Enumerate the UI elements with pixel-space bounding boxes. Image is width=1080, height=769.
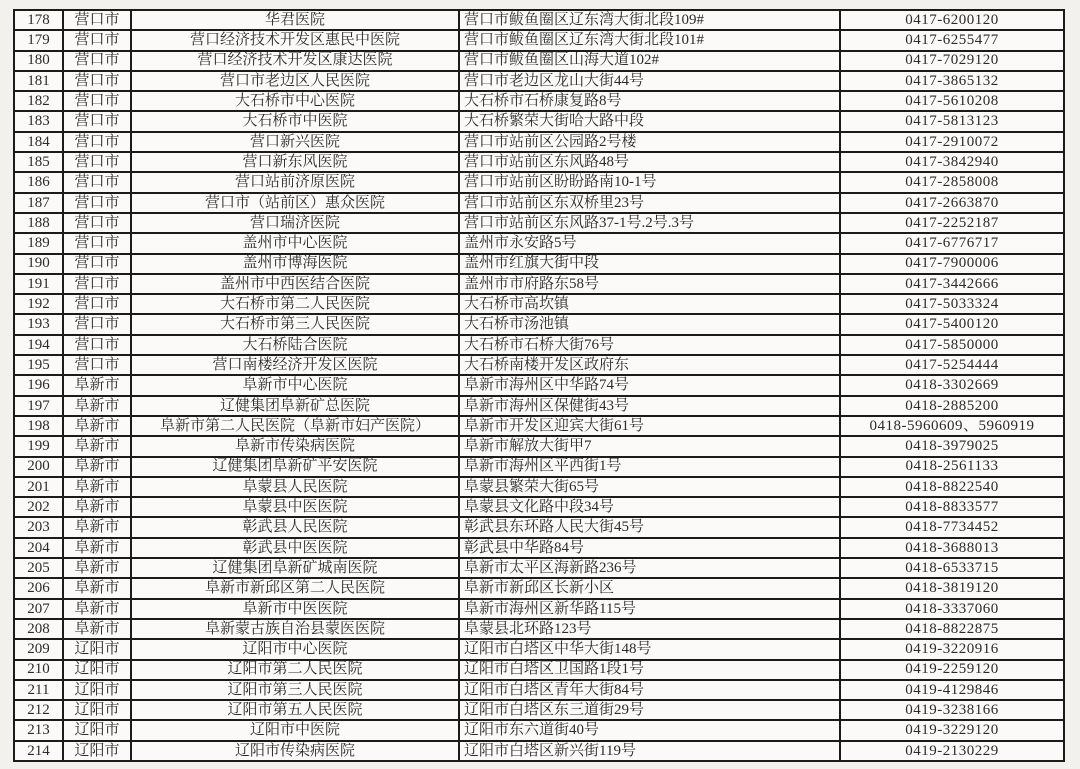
address-cell: 阜新市解放大街甲7 bbox=[459, 436, 840, 456]
hospital-name-cell: 阜蒙县人民医院 bbox=[131, 477, 459, 497]
phone-cell: 0417-5850000 bbox=[840, 335, 1064, 355]
hospital-name-cell: 盖州市中西医结合医院 bbox=[131, 274, 459, 294]
hospital-name-cell: 阜新市中医医院 bbox=[131, 599, 459, 619]
table-row bbox=[14, 477, 1064, 497]
table-row bbox=[14, 660, 1064, 680]
hospital-name-cell: 辽阳市中医院 bbox=[131, 720, 459, 740]
row-number-cell: 189 bbox=[14, 233, 63, 253]
hospital-name-cell: 阜新市传染病医院 bbox=[131, 436, 459, 456]
hospital-name-cell: 营口经济技术开发区惠民中医院 bbox=[131, 30, 459, 50]
phone-cell: 0418-2561133 bbox=[840, 457, 1064, 477]
table-row bbox=[14, 132, 1064, 152]
hospital-name-cell: 大石桥市第三人民医院 bbox=[131, 314, 459, 334]
address-cell: 辽阳市白塔区东三道街29号 bbox=[459, 700, 840, 720]
address-cell: 彰武县东环路人民大街45号 bbox=[459, 517, 840, 537]
row-number-cell: 210 bbox=[14, 660, 63, 680]
row-number-cell: 194 bbox=[14, 335, 63, 355]
address-cell: 营口市站前区盼盼路南10-1号 bbox=[459, 172, 840, 192]
phone-cell: 0417-3865132 bbox=[840, 71, 1064, 91]
address-cell: 阜新市海州区新华路115号 bbox=[459, 599, 840, 619]
row-number-cell: 193 bbox=[14, 314, 63, 334]
table-row bbox=[14, 30, 1064, 50]
table-row bbox=[14, 680, 1064, 700]
row-number-cell: 180 bbox=[14, 51, 63, 71]
table-row bbox=[14, 294, 1064, 314]
row-number-cell: 204 bbox=[14, 538, 63, 558]
table-row bbox=[14, 91, 1064, 111]
table-row bbox=[14, 396, 1064, 416]
address-cell: 阜新市太平区海新路236号 bbox=[459, 558, 840, 578]
address-cell: 营口市站前区东风路48号 bbox=[459, 152, 840, 172]
address-cell: 盖州市市府路东58号 bbox=[459, 274, 840, 294]
city-cell: 阜新市 bbox=[63, 558, 131, 578]
city-cell: 营口市 bbox=[63, 10, 131, 30]
row-number-cell: 213 bbox=[14, 720, 63, 740]
address-cell: 营口市鲅鱼圈区辽东湾大街北段109# bbox=[459, 10, 840, 30]
row-number-cell: 184 bbox=[14, 132, 63, 152]
address-cell: 辽阳市东六道街40号 bbox=[459, 720, 840, 740]
hospital-name-cell: 大石桥市中医院 bbox=[131, 111, 459, 131]
table-row bbox=[14, 71, 1064, 91]
phone-cell: 0417-3842940 bbox=[840, 152, 1064, 172]
hospital-name-cell: 营口经济技术开发区康达医院 bbox=[131, 51, 459, 71]
phone-cell: 0419-3238166 bbox=[840, 700, 1064, 720]
row-number-cell: 183 bbox=[14, 111, 63, 131]
table-row bbox=[14, 111, 1064, 131]
table-row bbox=[14, 497, 1064, 517]
table-row bbox=[14, 10, 1064, 30]
table-row bbox=[14, 517, 1064, 537]
city-cell: 阜新市 bbox=[63, 396, 131, 416]
city-cell: 营口市 bbox=[63, 71, 131, 91]
city-cell: 阜新市 bbox=[63, 619, 131, 639]
table-row bbox=[14, 700, 1064, 720]
table-row bbox=[14, 193, 1064, 213]
table-row bbox=[14, 355, 1064, 375]
city-cell: 营口市 bbox=[63, 294, 131, 314]
row-number-cell: 187 bbox=[14, 193, 63, 213]
address-cell: 辽阳市白塔区青年大街84号 bbox=[459, 680, 840, 700]
hospital-name-cell: 阜新市中心医院 bbox=[131, 375, 459, 395]
row-number-cell: 208 bbox=[14, 619, 63, 639]
row-number-cell: 202 bbox=[14, 497, 63, 517]
phone-cell: 0418-2885200 bbox=[840, 396, 1064, 416]
hospital-name-cell: 华君医院 bbox=[131, 10, 459, 30]
city-cell: 营口市 bbox=[63, 132, 131, 152]
city-cell: 营口市 bbox=[63, 51, 131, 71]
hospital-name-cell: 大石桥陆合医院 bbox=[131, 335, 459, 355]
address-cell: 大石桥市高坎镇 bbox=[459, 294, 840, 314]
phone-cell: 0418-3337060 bbox=[840, 599, 1064, 619]
table-row bbox=[14, 741, 1064, 761]
row-number-cell: 178 bbox=[14, 10, 63, 30]
city-cell: 营口市 bbox=[63, 30, 131, 50]
city-cell: 阜新市 bbox=[63, 457, 131, 477]
row-number-cell: 181 bbox=[14, 71, 63, 91]
city-cell: 营口市 bbox=[63, 193, 131, 213]
row-number-cell: 197 bbox=[14, 396, 63, 416]
row-number-cell: 211 bbox=[14, 680, 63, 700]
row-number-cell: 198 bbox=[14, 416, 63, 436]
row-number-cell: 200 bbox=[14, 457, 63, 477]
row-number-cell: 203 bbox=[14, 517, 63, 537]
row-number-cell: 212 bbox=[14, 700, 63, 720]
address-cell: 阜新市开发区迎宾大街61号 bbox=[459, 416, 840, 436]
hospital-name-cell: 辽阳市第二人民医院 bbox=[131, 660, 459, 680]
phone-cell: 0417-3442666 bbox=[840, 274, 1064, 294]
address-cell: 阜蒙县繁荣大街65号 bbox=[459, 477, 840, 497]
city-cell: 营口市 bbox=[63, 213, 131, 233]
table-row bbox=[14, 436, 1064, 456]
city-cell: 阜新市 bbox=[63, 416, 131, 436]
row-number-cell: 188 bbox=[14, 213, 63, 233]
phone-cell: 0419-2130229 bbox=[840, 741, 1064, 761]
phone-cell: 0418-3979025 bbox=[840, 436, 1064, 456]
address-cell: 阜蒙县文化路中段34号 bbox=[459, 497, 840, 517]
phone-cell: 0419-4129846 bbox=[840, 680, 1064, 700]
hospital-name-cell: 营口站前济原医院 bbox=[131, 172, 459, 192]
address-cell: 盖州市永安路5号 bbox=[459, 233, 840, 253]
phone-cell: 0419-3229120 bbox=[840, 720, 1064, 740]
city-cell: 阜新市 bbox=[63, 375, 131, 395]
row-number-cell: 185 bbox=[14, 152, 63, 172]
address-cell: 大石桥繁荣大街哈大路中段 bbox=[459, 111, 840, 131]
hospital-name-cell: 辽健集团阜新矿总医院 bbox=[131, 396, 459, 416]
row-number-cell: 182 bbox=[14, 91, 63, 111]
row-number-cell: 190 bbox=[14, 254, 63, 274]
row-number-cell: 191 bbox=[14, 274, 63, 294]
hospital-directory-table bbox=[13, 9, 1065, 762]
address-cell: 盖州市红旗大街中段 bbox=[459, 254, 840, 274]
city-cell: 辽阳市 bbox=[63, 720, 131, 740]
row-number-cell: 205 bbox=[14, 558, 63, 578]
address-cell: 阜新市海州区平西街1号 bbox=[459, 457, 840, 477]
address-cell: 阜蒙县北环路123号 bbox=[459, 619, 840, 639]
address-cell: 营口市站前区公园路2号楼 bbox=[459, 132, 840, 152]
city-cell: 营口市 bbox=[63, 355, 131, 375]
table-row bbox=[14, 639, 1064, 659]
hospital-name-cell: 阜新蒙古族自治县蒙医医院 bbox=[131, 619, 459, 639]
table-row bbox=[14, 558, 1064, 578]
address-cell: 营口市站前区东双桥里23号 bbox=[459, 193, 840, 213]
hospital-name-cell: 盖州市博海医院 bbox=[131, 254, 459, 274]
city-cell: 营口市 bbox=[63, 274, 131, 294]
table-row bbox=[14, 720, 1064, 740]
hospital-name-cell: 阜蒙县中医医院 bbox=[131, 497, 459, 517]
address-cell: 大石桥市石桥康复路8号 bbox=[459, 91, 840, 111]
phone-cell: 0418-8822540 bbox=[840, 477, 1064, 497]
city-cell: 营口市 bbox=[63, 314, 131, 334]
phone-cell: 0418-3819120 bbox=[840, 578, 1064, 598]
table-row bbox=[14, 416, 1064, 436]
table-row bbox=[14, 619, 1064, 639]
table-row bbox=[14, 578, 1064, 598]
phone-cell: 0417-6200120 bbox=[840, 10, 1064, 30]
city-cell: 营口市 bbox=[63, 254, 131, 274]
row-number-cell: 209 bbox=[14, 639, 63, 659]
address-cell: 营口市鲅鱼圈区辽东湾大街北段101# bbox=[459, 30, 840, 50]
row-number-cell: 201 bbox=[14, 477, 63, 497]
phone-cell: 0418-6533715 bbox=[840, 558, 1064, 578]
hospital-name-cell: 营口新东风医院 bbox=[131, 152, 459, 172]
hospital-name-cell: 阜新市新邱区第二人民医院 bbox=[131, 578, 459, 598]
hospital-name-cell: 阜新市第二人民医院（阜新市妇产医院） bbox=[131, 416, 459, 436]
hospital-name-cell: 辽阳市传染病医院 bbox=[131, 741, 459, 761]
row-number-cell: 206 bbox=[14, 578, 63, 598]
phone-cell: 0419-2259120 bbox=[840, 660, 1064, 680]
phone-cell: 0418-3688013 bbox=[840, 538, 1064, 558]
city-cell: 辽阳市 bbox=[63, 741, 131, 761]
phone-cell: 0417-5033324 bbox=[840, 294, 1064, 314]
phone-cell: 0417-2252187 bbox=[840, 213, 1064, 233]
phone-cell: 0417-7029120 bbox=[840, 51, 1064, 71]
row-number-cell: 186 bbox=[14, 172, 63, 192]
table-row bbox=[14, 213, 1064, 233]
row-number-cell: 192 bbox=[14, 294, 63, 314]
city-cell: 辽阳市 bbox=[63, 680, 131, 700]
phone-cell: 0417-5254444 bbox=[840, 355, 1064, 375]
table-row bbox=[14, 274, 1064, 294]
city-cell: 阜新市 bbox=[63, 517, 131, 537]
hospital-name-cell: 营口市老边区人民医院 bbox=[131, 71, 459, 91]
address-cell: 营口市老边区龙山大街44号 bbox=[459, 71, 840, 91]
phone-cell: 0418-8833577 bbox=[840, 497, 1064, 517]
table-row bbox=[14, 335, 1064, 355]
table-body bbox=[14, 10, 1064, 761]
table-row bbox=[14, 457, 1064, 477]
hospital-name-cell: 辽健集团阜新矿城南医院 bbox=[131, 558, 459, 578]
hospital-name-cell: 彰武县人民医院 bbox=[131, 517, 459, 537]
city-cell: 营口市 bbox=[63, 335, 131, 355]
city-cell: 营口市 bbox=[63, 172, 131, 192]
address-cell: 营口市站前区东风路37-1号.2号.3号 bbox=[459, 213, 840, 233]
city-cell: 营口市 bbox=[63, 91, 131, 111]
phone-cell: 0417-7900006 bbox=[840, 254, 1064, 274]
address-cell: 大石桥南楼开发区政府东 bbox=[459, 355, 840, 375]
table-row bbox=[14, 254, 1064, 274]
hospital-name-cell: 辽阳市第五人民医院 bbox=[131, 700, 459, 720]
city-cell: 辽阳市 bbox=[63, 660, 131, 680]
address-cell: 大石桥市石桥大街76号 bbox=[459, 335, 840, 355]
row-number-cell: 199 bbox=[14, 436, 63, 456]
city-cell: 阜新市 bbox=[63, 497, 131, 517]
city-cell: 阜新市 bbox=[63, 436, 131, 456]
phone-cell: 0417-2663870 bbox=[840, 193, 1064, 213]
city-cell: 营口市 bbox=[63, 111, 131, 131]
table-row bbox=[14, 233, 1064, 253]
phone-cell: 0417-6255477 bbox=[840, 30, 1064, 50]
table-row bbox=[14, 152, 1064, 172]
row-number-cell: 179 bbox=[14, 30, 63, 50]
phone-cell: 0417-2910072 bbox=[840, 132, 1064, 152]
hospital-name-cell: 辽阳市中心医院 bbox=[131, 639, 459, 659]
phone-cell: 0418-5960609、5960919 bbox=[840, 416, 1064, 436]
address-cell: 阜新市新邱区长新小区 bbox=[459, 578, 840, 598]
hospital-name-cell: 辽阳市第三人民医院 bbox=[131, 680, 459, 700]
phone-cell: 0417-2858008 bbox=[840, 172, 1064, 192]
row-number-cell: 195 bbox=[14, 355, 63, 375]
table-row bbox=[14, 538, 1064, 558]
city-cell: 辽阳市 bbox=[63, 639, 131, 659]
hospital-name-cell: 大石桥市中心医院 bbox=[131, 91, 459, 111]
city-cell: 营口市 bbox=[63, 152, 131, 172]
address-cell: 营口市鲅鱼圈区山海大道102# bbox=[459, 51, 840, 71]
row-number-cell: 214 bbox=[14, 741, 63, 761]
hospital-name-cell: 营口南楼经济开发区医院 bbox=[131, 355, 459, 375]
table-row bbox=[14, 599, 1064, 619]
address-cell: 阜新市海州区保健街43号 bbox=[459, 396, 840, 416]
phone-cell: 0417-5813123 bbox=[840, 111, 1064, 131]
hospital-name-cell: 营口市（站前区）惠众医院 bbox=[131, 193, 459, 213]
hospital-name-cell: 营口瑞济医院 bbox=[131, 213, 459, 233]
phone-cell: 0418-8822875 bbox=[840, 619, 1064, 639]
hospital-name-cell: 大石桥市第二人民医院 bbox=[131, 294, 459, 314]
address-cell: 彰武县中华路84号 bbox=[459, 538, 840, 558]
table-row bbox=[14, 314, 1064, 334]
address-cell: 阜新市海州区中华路74号 bbox=[459, 375, 840, 395]
address-cell: 辽阳市白塔区卫国路1段1号 bbox=[459, 660, 840, 680]
hospital-name-cell: 彰武县中医医院 bbox=[131, 538, 459, 558]
table-row bbox=[14, 51, 1064, 71]
phone-cell: 0417-5610208 bbox=[840, 91, 1064, 111]
phone-cell: 0418-7734452 bbox=[840, 517, 1064, 537]
hospital-name-cell: 营口新兴医院 bbox=[131, 132, 459, 152]
hospital-name-cell: 辽健集团阜新矿平安医院 bbox=[131, 457, 459, 477]
address-cell: 辽阳市白塔区中华大街148号 bbox=[459, 639, 840, 659]
phone-cell: 0417-6776717 bbox=[840, 233, 1064, 253]
city-cell: 营口市 bbox=[63, 233, 131, 253]
table-row bbox=[14, 172, 1064, 192]
phone-cell: 0418-3302669 bbox=[840, 375, 1064, 395]
row-number-cell: 207 bbox=[14, 599, 63, 619]
city-cell: 辽阳市 bbox=[63, 700, 131, 720]
hospital-name-cell: 盖州市中心医院 bbox=[131, 233, 459, 253]
address-cell: 大石桥市汤池镇 bbox=[459, 314, 840, 334]
phone-cell: 0419-3220916 bbox=[840, 639, 1064, 659]
city-cell: 阜新市 bbox=[63, 538, 131, 558]
city-cell: 阜新市 bbox=[63, 578, 131, 598]
city-cell: 阜新市 bbox=[63, 599, 131, 619]
table-row bbox=[14, 375, 1064, 395]
address-cell: 辽阳市白塔区新兴街119号 bbox=[459, 741, 840, 761]
row-number-cell: 196 bbox=[14, 375, 63, 395]
city-cell: 阜新市 bbox=[63, 477, 131, 497]
phone-cell: 0417-5400120 bbox=[840, 314, 1064, 334]
